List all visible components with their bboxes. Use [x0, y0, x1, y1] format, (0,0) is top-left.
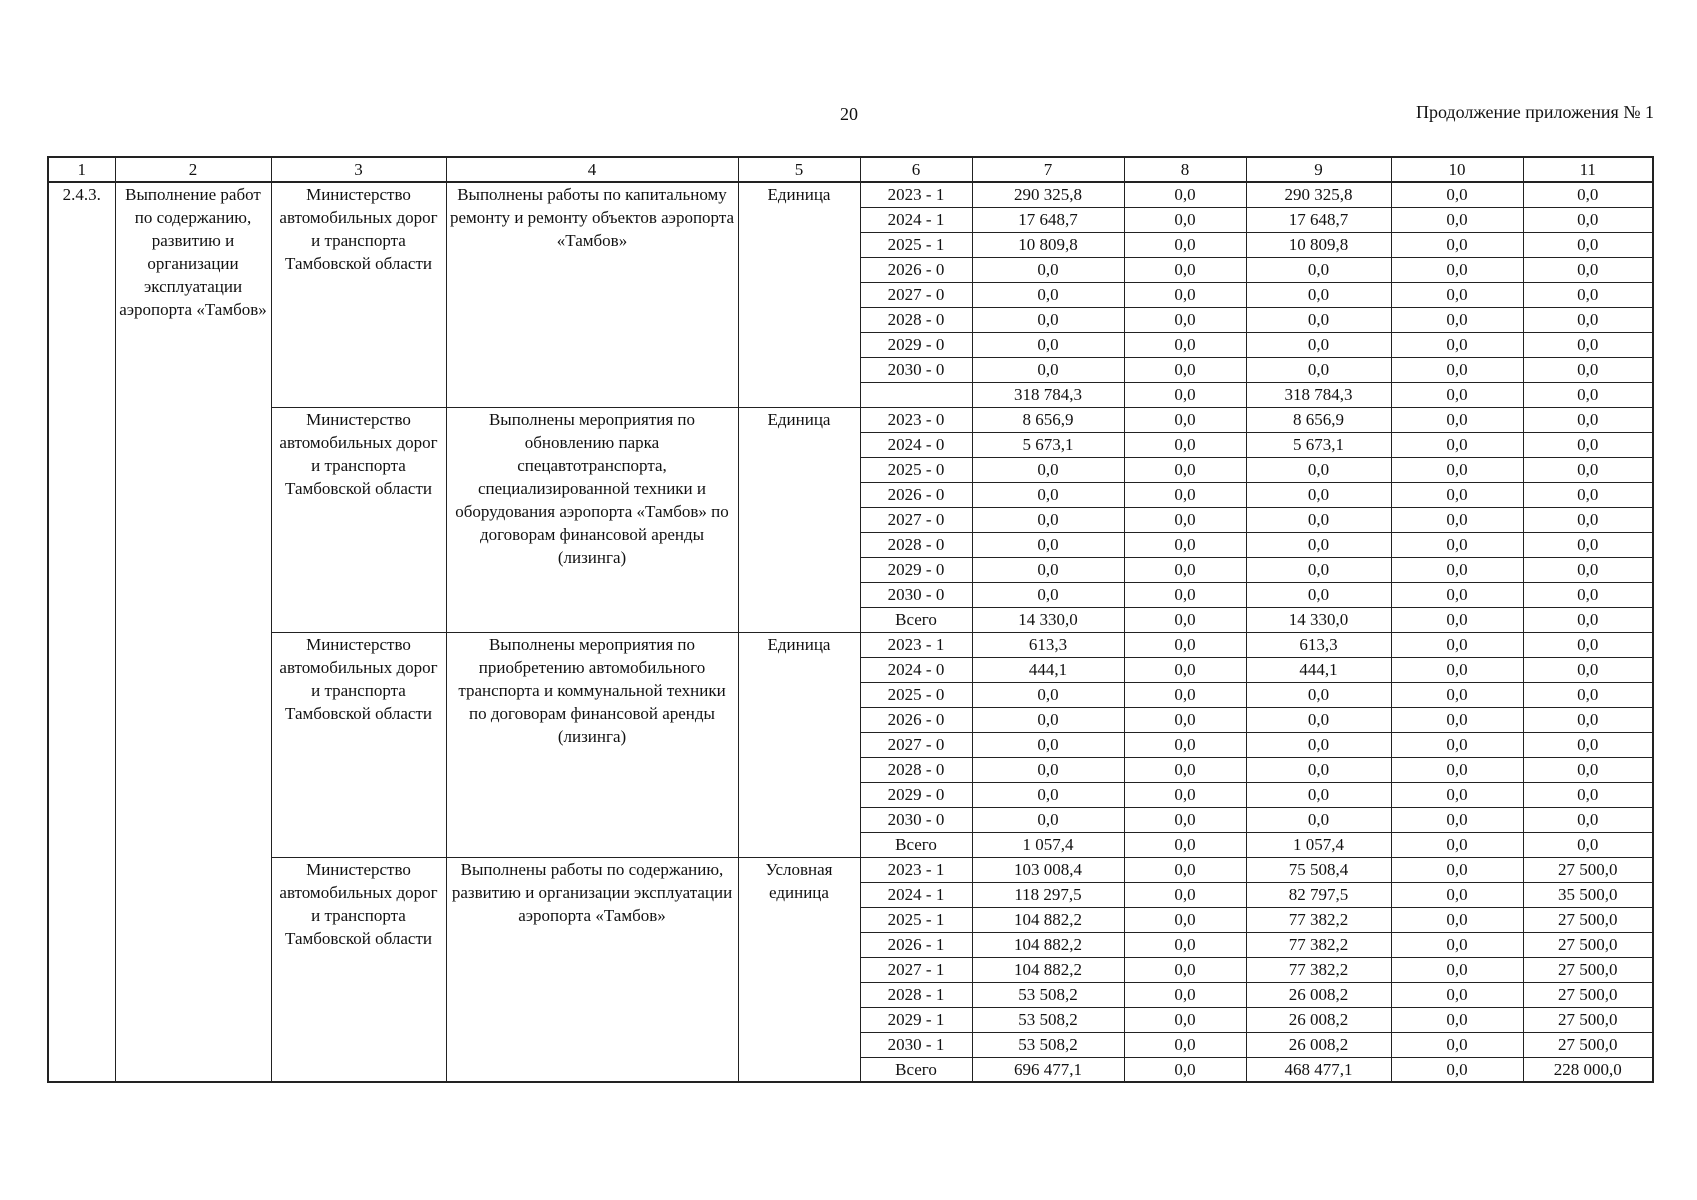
value-cell-col9: 0,0: [1246, 682, 1391, 707]
value-cell-col9: 5 673,1: [1246, 432, 1391, 457]
value-cell-col8: 0,0: [1124, 932, 1246, 957]
page-number: 20: [840, 104, 858, 124]
year-cell: 2029 - 1: [860, 1007, 972, 1032]
value-cell-col9: 0,0: [1246, 357, 1391, 382]
value-cell-col11: 0,0: [1523, 232, 1653, 257]
value-cell-col11: 27 500,0: [1523, 982, 1653, 1007]
unit-cell: Единица: [738, 632, 860, 857]
value-cell-col9: 77 382,2: [1246, 932, 1391, 957]
value-cell-col7: 53 508,2: [972, 1007, 1124, 1032]
value-cell-col7: 0,0: [972, 282, 1124, 307]
value-cell-col10: 0,0: [1391, 782, 1523, 807]
year-cell: 2027 - 1: [860, 957, 972, 982]
value-cell-col7: 104 882,2: [972, 932, 1124, 957]
value-cell-col10: 0,0: [1391, 932, 1523, 957]
value-cell-col11: 0,0: [1523, 732, 1653, 757]
year-cell: 2024 - 1: [860, 882, 972, 907]
year-cell: 2024 - 1: [860, 207, 972, 232]
year-cell: 2029 - 0: [860, 782, 972, 807]
value-cell-col11: 0,0: [1523, 657, 1653, 682]
value-cell-col10: 0,0: [1391, 432, 1523, 457]
year-cell: 2030 - 1: [860, 1032, 972, 1057]
column-header: 6: [860, 157, 972, 182]
value-cell-col11: 27 500,0: [1523, 957, 1653, 982]
year-cell: 2028 - 0: [860, 307, 972, 332]
year-cell: 2028 - 0: [860, 532, 972, 557]
executor-cell: Министерство автомобильных дорог и транспорта Тамбовской области: [271, 857, 446, 1082]
value-cell-col9: 1 057,4: [1246, 832, 1391, 857]
value-cell-col11: 0,0: [1523, 582, 1653, 607]
year-cell: 2027 - 0: [860, 732, 972, 757]
value-cell-col10: 0,0: [1391, 182, 1523, 207]
value-cell-col8: 0,0: [1124, 1032, 1246, 1057]
value-cell-col10: 0,0: [1391, 857, 1523, 882]
year-cell: 2025 - 0: [860, 682, 972, 707]
value-cell-col11: 0,0: [1523, 282, 1653, 307]
value-cell-col10: 0,0: [1391, 907, 1523, 932]
value-cell-col8: 0,0: [1124, 682, 1246, 707]
value-cell-col7: 14 330,0: [972, 607, 1124, 632]
value-cell-col7: 0,0: [972, 357, 1124, 382]
value-cell-col9: 0,0: [1246, 582, 1391, 607]
value-cell-col7: 0,0: [972, 732, 1124, 757]
column-header: 11: [1523, 157, 1653, 182]
value-cell-col9: 0,0: [1246, 457, 1391, 482]
value-cell-col10: 0,0: [1391, 557, 1523, 582]
value-cell-col8: 0,0: [1124, 982, 1246, 1007]
year-cell: 2026 - 0: [860, 257, 972, 282]
value-cell-col8: 0,0: [1124, 457, 1246, 482]
value-cell-col8: 0,0: [1124, 332, 1246, 357]
value-cell-col10: 0,0: [1391, 332, 1523, 357]
value-cell-col11: 35 500,0: [1523, 882, 1653, 907]
year-cell: 2027 - 0: [860, 507, 972, 532]
value-cell-col10: 0,0: [1391, 382, 1523, 407]
value-cell-col11: 0,0: [1523, 782, 1653, 807]
value-cell-col8: 0,0: [1124, 407, 1246, 432]
executor-cell: Министерство автомобильных дорог и транспорта Тамбовской области: [271, 182, 446, 407]
value-cell-col7: 0,0: [972, 532, 1124, 557]
appendix-table: [47, 156, 1654, 1083]
value-cell-col10: 0,0: [1391, 582, 1523, 607]
value-cell-col9: 14 330,0: [1246, 607, 1391, 632]
column-header: 5: [738, 157, 860, 182]
value-cell-col10: 0,0: [1391, 1007, 1523, 1032]
year-cell: 2024 - 0: [860, 657, 972, 682]
year-cell: 2023 - 1: [860, 182, 972, 207]
year-cell: 2030 - 0: [860, 582, 972, 607]
unit-cell: Единица: [738, 407, 860, 632]
value-cell-col7: 53 508,2: [972, 1032, 1124, 1057]
value-cell-col8: 0,0: [1124, 282, 1246, 307]
value-cell-col7: 0,0: [972, 582, 1124, 607]
value-cell-col7: 0,0: [972, 807, 1124, 832]
value-cell-col10: 0,0: [1391, 407, 1523, 432]
value-cell-col11: 0,0: [1523, 332, 1653, 357]
value-cell-col7: 696 477,1: [972, 1057, 1124, 1082]
value-cell-col10: 0,0: [1391, 957, 1523, 982]
value-cell-col9: 0,0: [1246, 757, 1391, 782]
value-cell-col10: 0,0: [1391, 882, 1523, 907]
value-cell-col8: 0,0: [1124, 182, 1246, 207]
value-cell-col8: 0,0: [1124, 257, 1246, 282]
value-cell-col9: 0,0: [1246, 532, 1391, 557]
year-cell: 2030 - 0: [860, 807, 972, 832]
value-cell-col11: 0,0: [1523, 457, 1653, 482]
value-cell-col9: 26 008,2: [1246, 1007, 1391, 1032]
value-cell-col8: 0,0: [1124, 707, 1246, 732]
value-cell-col11: 27 500,0: [1523, 857, 1653, 882]
value-cell-col7: 0,0: [972, 307, 1124, 332]
value-cell-col8: 0,0: [1124, 232, 1246, 257]
year-cell: 2025 - 0: [860, 457, 972, 482]
year-cell: 2026 - 0: [860, 482, 972, 507]
value-cell-col10: 0,0: [1391, 482, 1523, 507]
value-cell-col11: 0,0: [1523, 507, 1653, 532]
value-cell-col7: 0,0: [972, 457, 1124, 482]
value-cell-col9: 77 382,2: [1246, 907, 1391, 932]
header-row: [48, 157, 1653, 182]
value-cell-col7: 5 673,1: [972, 432, 1124, 457]
value-cell-col9: 17 648,7: [1246, 207, 1391, 232]
value-cell-col8: 0,0: [1124, 607, 1246, 632]
value-cell-col10: 0,0: [1391, 607, 1523, 632]
value-cell-col7: 0,0: [972, 257, 1124, 282]
value-cell-col11: 0,0: [1523, 382, 1653, 407]
value-cell-col10: 0,0: [1391, 832, 1523, 857]
value-cell-col9: 0,0: [1246, 782, 1391, 807]
value-cell-col7: 444,1: [972, 657, 1124, 682]
unit-cell: Единица: [738, 182, 860, 407]
column-header: 8: [1124, 157, 1246, 182]
table-row: [48, 182, 1653, 207]
column-header: 2: [115, 157, 271, 182]
value-cell-col10: 0,0: [1391, 657, 1523, 682]
value-cell-col8: 0,0: [1124, 632, 1246, 657]
value-cell-col10: 0,0: [1391, 307, 1523, 332]
value-cell-col10: 0,0: [1391, 1032, 1523, 1057]
value-cell-col11: 0,0: [1523, 632, 1653, 657]
value-cell-col8: 0,0: [1124, 382, 1246, 407]
value-cell-col11: 0,0: [1523, 407, 1653, 432]
column-header: 9: [1246, 157, 1391, 182]
value-cell-col7: 103 008,4: [972, 857, 1124, 882]
column-header: 4: [446, 157, 738, 182]
result-cell: Выполнены мероприятия по приобретению автомобильного транспорта и коммунальной техники по договорам финансовой аренды (лизинга): [446, 632, 738, 857]
value-cell-col10: 0,0: [1391, 982, 1523, 1007]
value-cell-col9: 0,0: [1246, 557, 1391, 582]
value-cell-col11: 0,0: [1523, 682, 1653, 707]
value-cell-col11: 27 500,0: [1523, 1032, 1653, 1057]
value-cell-col8: 0,0: [1124, 732, 1246, 757]
value-cell-col9: 26 008,2: [1246, 1032, 1391, 1057]
value-cell-col11: 0,0: [1523, 307, 1653, 332]
value-cell-col10: 0,0: [1391, 257, 1523, 282]
value-cell-col9: 0,0: [1246, 482, 1391, 507]
value-cell-col9: 0,0: [1246, 807, 1391, 832]
year-cell: 2023 - 1: [860, 857, 972, 882]
column-header: 7: [972, 157, 1124, 182]
year-cell: Всего: [860, 607, 972, 632]
value-cell-col7: 0,0: [972, 757, 1124, 782]
value-cell-col10: 0,0: [1391, 532, 1523, 557]
result-cell: Выполнены мероприятия по обновлению парка спецавтотранспорта, специализированной техники и оборудования аэропорта «Тамбов» по договорам финансовой аренды (лизинга): [446, 407, 738, 632]
table-body: [48, 182, 1653, 1082]
value-cell-col10: 0,0: [1391, 757, 1523, 782]
value-cell-col9: 0,0: [1246, 257, 1391, 282]
value-cell-col9: 0,0: [1246, 507, 1391, 532]
value-cell-col11: 0,0: [1523, 432, 1653, 457]
year-cell: 2024 - 0: [860, 432, 972, 457]
value-cell-col11: 0,0: [1523, 757, 1653, 782]
value-cell-col8: 0,0: [1124, 882, 1246, 907]
year-cell: 2025 - 1: [860, 907, 972, 932]
value-cell-col11: 0,0: [1523, 257, 1653, 282]
value-cell-col11: 0,0: [1523, 207, 1653, 232]
value-cell-col10: 0,0: [1391, 207, 1523, 232]
value-cell-col7: 0,0: [972, 782, 1124, 807]
year-cell: 2029 - 0: [860, 332, 972, 357]
value-cell-col8: 0,0: [1124, 832, 1246, 857]
value-cell-col7: 10 809,8: [972, 232, 1124, 257]
value-cell-col11: 0,0: [1523, 482, 1653, 507]
year-cell: 2023 - 0: [860, 407, 972, 432]
value-cell-col11: 27 500,0: [1523, 932, 1653, 957]
value-cell-col10: 0,0: [1391, 682, 1523, 707]
value-cell-col11: 0,0: [1523, 557, 1653, 582]
value-cell-col10: 0,0: [1391, 457, 1523, 482]
value-cell-col10: 0,0: [1391, 232, 1523, 257]
value-cell-col9: 290 325,8: [1246, 182, 1391, 207]
value-cell-col10: 0,0: [1391, 507, 1523, 532]
value-cell-col9: 0,0: [1246, 707, 1391, 732]
row-title-cell: Выполнение работ по содержанию, развитию и организации эксплуатации аэропорта «Тамбов»: [115, 182, 271, 1082]
value-cell-col9: 8 656,9: [1246, 407, 1391, 432]
value-cell-col7: 318 784,3: [972, 382, 1124, 407]
value-cell-col8: 0,0: [1124, 907, 1246, 932]
value-cell-col9: 75 508,4: [1246, 857, 1391, 882]
value-cell-col8: 0,0: [1124, 532, 1246, 557]
year-cell: 2028 - 0: [860, 757, 972, 782]
value-cell-col9: 318 784,3: [1246, 382, 1391, 407]
column-header: 3: [271, 157, 446, 182]
value-cell-col8: 0,0: [1124, 557, 1246, 582]
value-cell-col11: 0,0: [1523, 357, 1653, 382]
value-cell-col7: 53 508,2: [972, 982, 1124, 1007]
year-cell: 2025 - 1: [860, 232, 972, 257]
value-cell-col10: 0,0: [1391, 707, 1523, 732]
value-cell-col9: 0,0: [1246, 332, 1391, 357]
value-cell-col11: 228 000,0: [1523, 1057, 1653, 1082]
continuation-label: Продолжение приложения № 1: [1415, 102, 1654, 122]
value-cell-col7: 0,0: [972, 707, 1124, 732]
value-cell-col9: 82 797,5: [1246, 882, 1391, 907]
year-cell: 2028 - 1: [860, 982, 972, 1007]
value-cell-col10: 0,0: [1391, 807, 1523, 832]
value-cell-col8: 0,0: [1124, 1057, 1246, 1082]
value-cell-col8: 0,0: [1124, 807, 1246, 832]
value-cell-col11: 0,0: [1523, 707, 1653, 732]
value-cell-col8: 0,0: [1124, 957, 1246, 982]
value-cell-col8: 0,0: [1124, 782, 1246, 807]
value-cell-col7: 17 648,7: [972, 207, 1124, 232]
column-header: 1: [48, 157, 115, 182]
value-cell-col11: 0,0: [1523, 607, 1653, 632]
value-cell-col11: 0,0: [1523, 532, 1653, 557]
value-cell-col7: 104 882,2: [972, 907, 1124, 932]
value-cell-col11: 0,0: [1523, 832, 1653, 857]
value-cell-col7: 0,0: [972, 332, 1124, 357]
value-cell-col7: 0,0: [972, 557, 1124, 582]
value-cell-col7: 8 656,9: [972, 407, 1124, 432]
value-cell-col7: 104 882,2: [972, 957, 1124, 982]
year-cell: [860, 382, 972, 407]
value-cell-col11: 27 500,0: [1523, 907, 1653, 932]
value-cell-col7: 290 325,8: [972, 182, 1124, 207]
unit-cell: Условная единица: [738, 857, 860, 1082]
table-row: [48, 857, 1653, 882]
column-header: 10: [1391, 157, 1523, 182]
year-cell: 2029 - 0: [860, 557, 972, 582]
value-cell-col9: 468 477,1: [1246, 1057, 1391, 1082]
value-cell-col8: 0,0: [1124, 482, 1246, 507]
value-cell-col8: 0,0: [1124, 207, 1246, 232]
value-cell-col8: 0,0: [1124, 582, 1246, 607]
year-cell: 2027 - 0: [860, 282, 972, 307]
value-cell-col11: 27 500,0: [1523, 1007, 1653, 1032]
value-cell-col8: 0,0: [1124, 757, 1246, 782]
value-cell-col10: 0,0: [1391, 732, 1523, 757]
value-cell-col9: 0,0: [1246, 307, 1391, 332]
value-cell-col10: 0,0: [1391, 282, 1523, 307]
value-cell-col11: 0,0: [1523, 182, 1653, 207]
table-row: [48, 632, 1653, 657]
year-cell: 2023 - 1: [860, 632, 972, 657]
value-cell-col10: 0,0: [1391, 1057, 1523, 1082]
value-cell-col9: 444,1: [1246, 657, 1391, 682]
value-cell-col7: 1 057,4: [972, 832, 1124, 857]
value-cell-col8: 0,0: [1124, 1007, 1246, 1032]
value-cell-col8: 0,0: [1124, 432, 1246, 457]
year-cell: Всего: [860, 1057, 972, 1082]
value-cell-col10: 0,0: [1391, 357, 1523, 382]
value-cell-col10: 0,0: [1391, 632, 1523, 657]
value-cell-col8: 0,0: [1124, 357, 1246, 382]
value-cell-col8: 0,0: [1124, 657, 1246, 682]
value-cell-col7: 0,0: [972, 507, 1124, 532]
year-cell: 2026 - 1: [860, 932, 972, 957]
value-cell-col7: 118 297,5: [972, 882, 1124, 907]
year-cell: 2030 - 0: [860, 357, 972, 382]
value-cell-col8: 0,0: [1124, 507, 1246, 532]
value-cell-col9: 77 382,2: [1246, 957, 1391, 982]
value-cell-col7: 0,0: [972, 682, 1124, 707]
value-cell-col8: 0,0: [1124, 857, 1246, 882]
value-cell-col9: 0,0: [1246, 282, 1391, 307]
executor-cell: Министерство автомобильных дорог и транспорта Тамбовской области: [271, 407, 446, 632]
year-cell: Всего: [860, 832, 972, 857]
value-cell-col9: 10 809,8: [1246, 232, 1391, 257]
result-cell: Выполнены работы по содержанию, развитию и организации эксплуатации аэропорта «Тамбов»: [446, 857, 738, 1082]
year-cell: 2026 - 0: [860, 707, 972, 732]
value-cell-col9: 0,0: [1246, 732, 1391, 757]
value-cell-col9: 26 008,2: [1246, 982, 1391, 1007]
table-row: [48, 407, 1653, 432]
value-cell-col8: 0,0: [1124, 307, 1246, 332]
row-number-cell: 2.4.3.: [48, 182, 115, 1082]
value-cell-col7: 0,0: [972, 482, 1124, 507]
value-cell-col7: 613,3: [972, 632, 1124, 657]
value-cell-col9: 613,3: [1246, 632, 1391, 657]
value-cell-col11: 0,0: [1523, 807, 1653, 832]
result-cell: Выполнены работы по капитальному ремонту и ремонту объектов аэропорта «Тамбов»: [446, 182, 738, 407]
executor-cell: Министерство автомобильных дорог и транспорта Тамбовской области: [271, 632, 446, 857]
